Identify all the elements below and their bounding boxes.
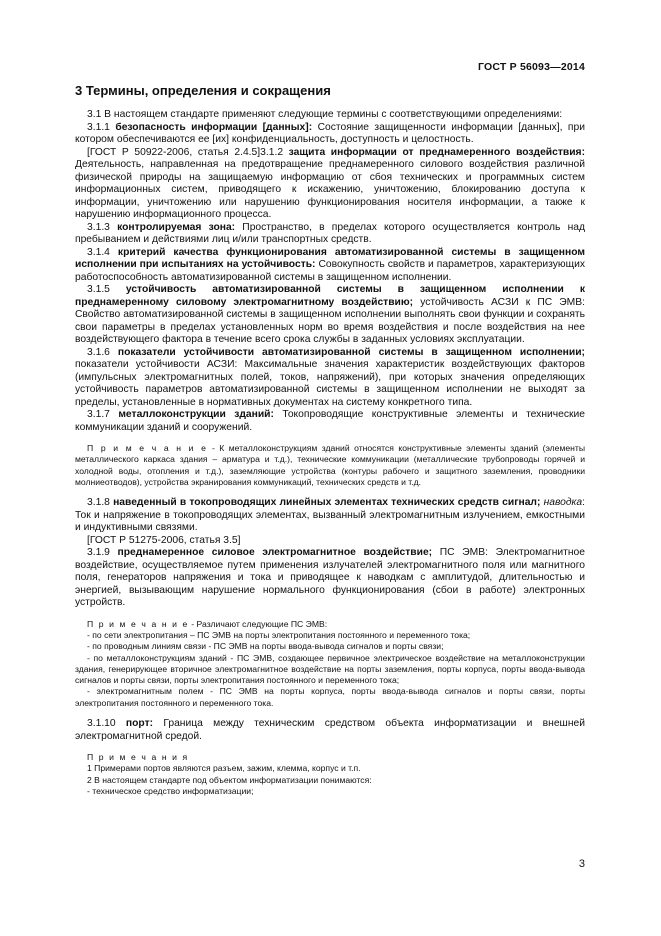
term-3-1-6: 3.1.6 показатели устойчивости автоматизированной системы в защищенном исполнении; показатели устойчивости АСЗИ: Максимальные значения характеристик воздействующих факторов (импульсных электромагнитных полей, токов, напряжений), при которых значения определяющих устойчивость параметров автоматизированной системы в защищенном исполнении не выходят за пределы, установленные в нормативных документах на систему конкретного типа. [75,346,585,408]
term-definition: Деятельность, направленная на предотвращение преднамеренного силового воздействия различной физической природы на защищаемую информацию от сбоя технических и программных систем информационных систем, приводящего к искажению, уничтожению, блокированию доступа к информации, уничтожению или нарушению функционирования носителя информации, а также к нарушению информационного процесса. [75,159,585,220]
term-name: порт: [125,718,154,730]
term-3-1-5: 3.1.5 устойчивость автоматизированной системы в защищенном исполнении к преднамеренному силовому электромагнитному воздействию; устойчивость АСЗИ к ПС ЭМВ: Свойство автоматизированной системы в защищенном исполнении выполнять свои функции и сохранять свои параметры в пределах установленных норм во время воздействия и после воздействия на нее воздействующего фактора в течение всего срока службы в заданных условиях эксплуатации. [75,284,585,345]
term-definition: показатели устойчивости АСЗИ: Максимальные значения характеристик воздействующих факторов (импульсных электромагнитных полей, токов, напряжений), при которых значения определяющих устойчивость параметров автоматизированной системы в защищенном исполнении не выходят за пределы, установленные в нормативных документах на систему конкретного типа. [75,359,585,408]
term-3-1-9: 3.1.9 преднамеренное силовое электромагнитное воздействие; ПС ЭМВ: Электромагнитное воздействие, осуществляемое путем применения излучателей электромагнитного поля или магнитного поля, генераторов напряжения и тока и приводящее к наводкам с амплитудой, длительностью и энергией, вызывающим нарушение нормального функционирования (сбои в работе) электронных устройств. [75,547,586,609]
term-name: безопасность информации [данных]: [115,121,313,133]
term-3-1-4: 3.1.4 критерий качества функционирования автоматизированной системы в защищенном исполнении при испытаниях на устойчивость: Совокупность свойств и параметров, характеризующих работоспособность автоматизированной системы в защищенном исполнении. [75,246,586,283]
reference: [ГОСТ Р 50922-2006, статья 2.4.5] [87,146,261,158]
term-name: защита информации от преднамеренного воздействия: [288,146,585,158]
term-definition: Совокупность свойств и параметров, характеризующих работоспособность автоматизированной системы в защищенном исполнении. [75,259,586,283]
note-metal-structures [75,443,585,488]
term-3-1-3: 3.1.3 контролируемая зона: Пространство, в пределах которого осуществляется контроль над пребыванием и действиями лиц и/или транспортных средств. [75,221,586,245]
term-name: критерий качества функционирования автоматизированной системы в защищенном исполнении при испытаниях на устойчивость: [75,246,585,270]
term-alias: наводка [543,497,583,509]
reference: [ГОСТ Р 51275-2006, статья 3.5] [87,534,241,546]
note-list-item: 2 В настоящем стандарте под объектом информатизации понимаются: [87,774,372,785]
term-name: преднамеренное силовое электромагнитное воздействие; [117,547,433,559]
term-name: устойчивость автоматизированной системы в защищенном исполнении к преднамеренному силовому электромагнитному воздействию; [75,284,585,308]
term-definition: : Ток и напряжение в токопроводящих элементах, вызванный электромагнитным излучением, емкостными и индуктивными связями. [75,497,585,534]
term-name: наведенный в токопроводящих линейных элементах технических средств сигнал; [113,497,541,509]
term-definition: Пространство, в пределах которого осуществляется контроль над пребыванием и действиями лиц и/или транспортных средств. [75,221,586,245]
note-text: - К металлоконструкциям зданий относятся конструктивные элементы зданий (элементы металлического каркаса здания – арматура и т.д.), технические коммуникации (металлические трубопроводы горячей и холодной воды, отопления и т.д.), заземляющие устройства (контуры рабочего и защитного заземления, проводники молниеотводов), устройства экранирования коммуникаций, технических средств и т.д. [75,443,585,487]
term-name: контролируемая зона: [117,221,236,233]
term-definition: Состояние защищенности информации [данных], при котором обеспечиваются ее [их] конфиденциальность, доступность и целостность. [75,121,585,145]
term-name: показатели устойчивости автоматизированной системы в защищенном исполнении; [117,346,585,358]
term-3-1-10: 3.1.10 порт: Граница между техническим средством объекта информатизации и внешней электромагнитной средой. [75,718,585,742]
term-definition: Токопроводящие конструктивные элементы и технические коммуникации зданий и сооружений. [75,409,585,433]
document-body [75,109,585,797]
page-number: 3 [578,858,585,870]
term-name: металлоконструкции зданий: [118,409,274,420]
note-label: П р и м е ч а н и я [87,752,189,763]
note-label: П р и м е ч а н и е [87,443,208,453]
note-pse-types [75,619,585,630]
note-list-item: - по металлоконструкциям зданий - ПС ЭМВ, создающее первичное электрическое воздействие на металлоконструкции здания, генерирующее вторичное электромагнитное воздействие на порты заземления, порты корпуса, порты ввода-вывода сигналов и порты связи, порты электропитания постоянного и переменного тока; [75,652,585,686]
term-definition: устойчивость АСЗИ к ПС ЭМВ: Свойство автоматизированной системы в защищенном исполнении выполнять свои функции и сохранять свои параметры в пределах установленных норм во время воздействия и после воздействия на нее воздействующего фактора в течение всего срока службы в заданных условиях эксплуатации. [75,296,585,345]
note-list-item: - электромагнитным полем - ПС ЭМВ на порты корпуса, порты ввода-вывода сигналов и порты связи, порты электропитания постоянного и переменного тока. [75,686,585,708]
term-3-1-7: 3.1.7 металлоконструкции зданий: Токопроводящие конструктивные элементы и технические коммуникации зданий и сооружений. [75,409,585,433]
term-3-1-1: 3.1.1 безопасность информации [данных]: Состояние защищенности информации [данных], при котором обеспечиваются ее [их] конфиденциальность, доступность и целостность. [75,121,585,145]
term-definition: ПС ЭМВ: Электромагнитное воздействие, осуществляемое путем применения излучателей электромагнитного поля или магнитного поля, генераторов напряжения и тока и приводящее к наводкам с амплитудой, длительностью и энергией, вызывающим нарушение нормального функционирования (сбои в работе) электронных устройств. [75,547,586,609]
note-label: П р и м е ч а н и е [87,618,189,629]
note-list-item: - по сети электропитания – ПС ЭМВ на порты электропитания постоянного и переменного тока; [87,629,471,640]
section-title: 3 Термины, определения и сокращения [75,83,331,98]
term-definition: Граница между техническим средством объекта информатизации и внешней электромагнитной средой. [75,718,585,742]
document-id: ГОСТ Р 56093—2014 [477,61,585,73]
note-text: - Различают следующие ПС ЭМВ: [188,618,328,629]
note-ports-label [75,752,585,763]
intro-paragraph: 3.1 В настоящем стандарте применяют следующие термины с соответствующими определениями: [87,109,563,120]
term-3-1-2: [ГОСТ Р 50922-2006, статья 2.4.5]3.1.2 защита информации от преднамеренного воздействия: Деятельность, направленная на предотвращение преднамеренного силового воздействия различной физической природы на защищаемую информацию от сбоя технических и программных систем информационных систем, приводящего к искажению, уничтожению, блокированию доступа к информации, уничтожению или нарушению функционирования носителя информации, а также к нарушению информационного процесса. [75,146,585,220]
term-3-1-8: 3.1.8 наведенный в токопроводящих линейных элементах технических средств сигнал; наводка: Ток и напряжение в токопроводящих элементах, вызванный электромагнитным излучением, емкостными и индуктивными связями. [75,497,585,534]
note-list-item: - по проводным линиям связи - ПС ЭМВ на порты ввода-вывода сигналов и порты связи; [87,641,444,652]
note-list-item: 1 Примерами портов являются разъем, зажим, клемма, корпус и т.п. [87,763,361,774]
note-list-item: - техническое средство информатизации; [87,785,254,796]
